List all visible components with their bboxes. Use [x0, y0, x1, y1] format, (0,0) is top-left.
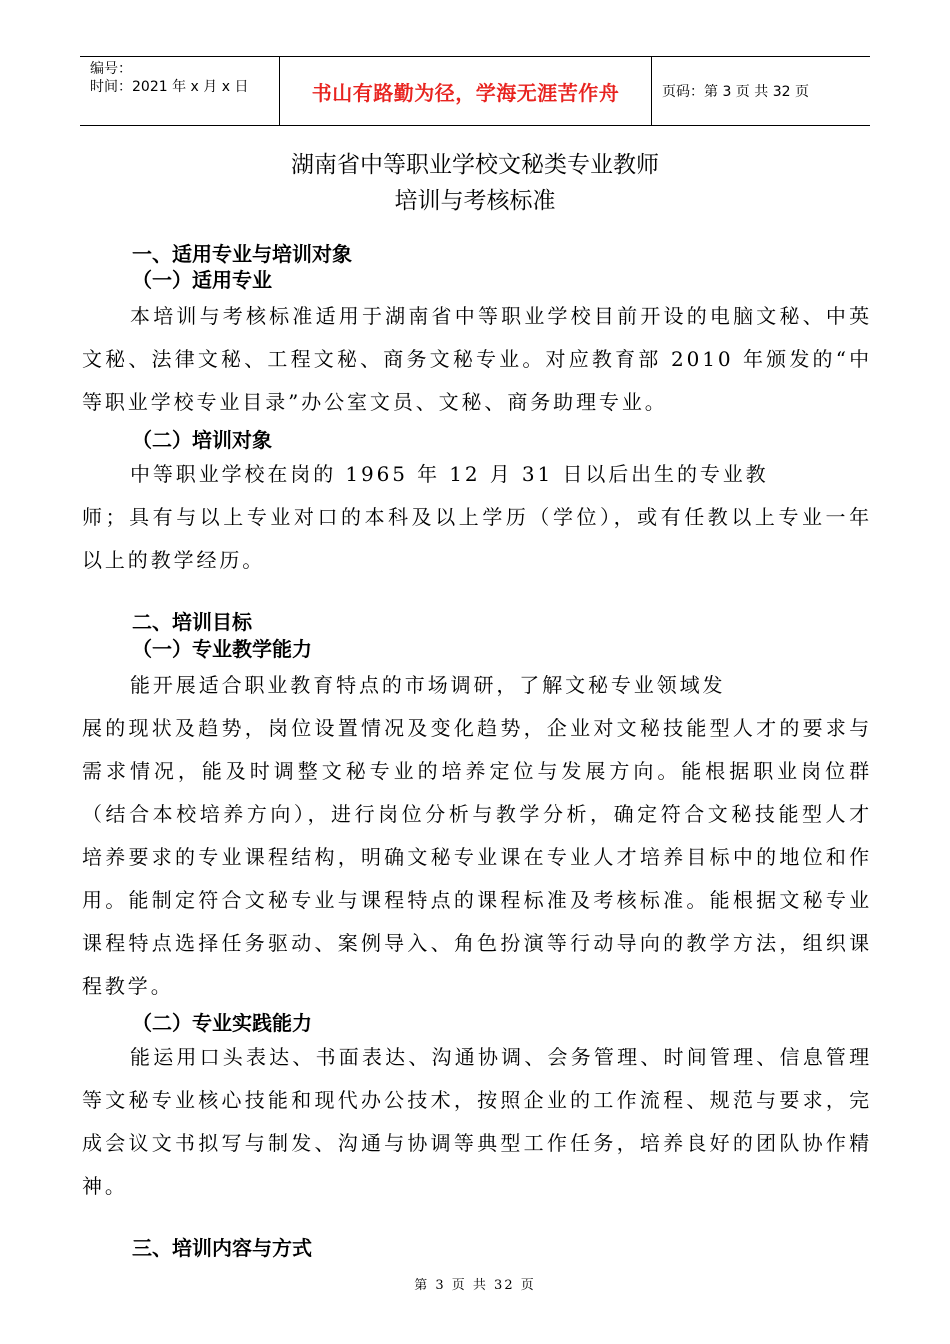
page-footer: 第 3 页 共 32 页	[414, 1278, 536, 1293]
page-header	[80, 56, 870, 126]
section1-sub1-paragraph: 本培训与考核标准适用于湖南省中等职业学校目前开设的电脑文秘、中英文秘、法律文秘、工程文秘、商务文秘专业。对应教育部 2010 年颁发的“中等职业学校专业目录”办公室文员、文秘、商务助理专业。	[82, 304, 872, 414]
document-title-line2: 培训与考核标准	[394, 188, 556, 214]
header-meta	[80, 57, 280, 125]
section2-sub2-heading: （二）专业实践能力	[132, 1011, 312, 1035]
section3-heading: 三、培训内容与方式	[132, 1236, 312, 1260]
section2-heading: 二、培训目标	[132, 610, 252, 634]
section1-sub2-heading: （二）培训对象	[132, 428, 272, 452]
section2-sub1-paragraph: 展的现状及趋势，岗位设置情况及变化趋势，企业对文秘技能型人才的要求与需求情况，能及时调整文秘专业的培养定位与发展方向。能根据职业岗位群（结合本校培养方向），进行岗位分析与教学分析，确定符合文秘技能型人才培养要求的专业课程结构，明确文秘专业课在专业人才培养目标中的地位和作用。能制定符合文秘专业与课程特点的课程标准及考核标准。能根据文秘专业课程特点选择任务驱动、案例导入、角色扮演等行动导向的教学方法，组织课程教学。	[82, 716, 872, 998]
number-label: 编号：	[90, 61, 132, 77]
motto-text: 书山有路勤为径，学海无涯苦作舟	[311, 80, 620, 105]
time-label: 时间：2021 年 x 月 x 日	[90, 79, 249, 95]
section2-sub1-paragraph-line1: 能开展适合职业教育特点的市场调研，了解文秘专业领域发	[130, 673, 726, 697]
page-info-text: 页码：第 3 页 共 32 页	[662, 84, 809, 100]
header-page-info	[652, 57, 870, 125]
section1-heading: 一、适用专业与培训对象	[132, 242, 352, 266]
section1-sub2-paragraph: 师；具有与以上专业对口的本科及以上学历（学位），或有任教以上专业一年以上的教学经历。	[82, 505, 872, 572]
section2-sub1-heading: （一）专业教学能力	[132, 637, 312, 661]
section1-sub2-paragraph-line1: 中等职业学校在岗的 1965 年 12 月 31 日以后出生的专业教	[130, 462, 769, 486]
header-motto	[280, 57, 652, 125]
section2-sub2-paragraph: 能运用口头表达、书面表达、沟通协调、会务管理、时间管理、信息管理等文秘专业核心技能和现代办公技术，按照企业的工作流程、规范与要求，完成会议文书拟写与制发、沟通与协调等典型工作任务，培养良好的团队协作精神。	[82, 1045, 872, 1198]
document-title-line1: 湖南省中等职业学校文秘类专业教师	[291, 152, 659, 178]
section1-sub1-heading: （一）适用专业	[132, 268, 272, 292]
